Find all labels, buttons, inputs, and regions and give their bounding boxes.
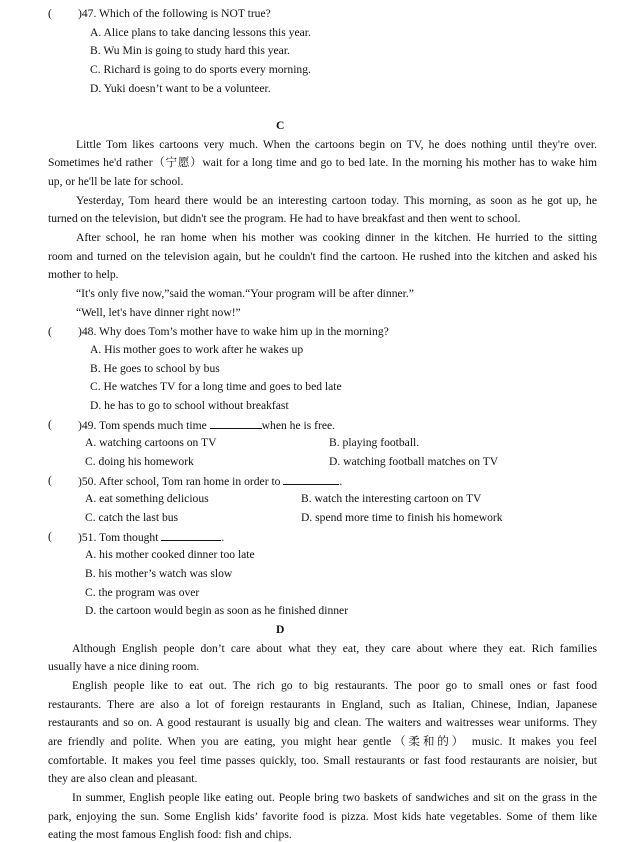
option-d: D. Yuki doesn’t want to be a volunteer. <box>90 82 271 95</box>
passage-line: Although English people don’t care about what they eat, they care about where they eat. Rich families <box>72 642 597 655</box>
stem-text-after: when he is free. <box>261 419 336 432</box>
option-a: A. eat something delicious <box>85 492 209 505</box>
option-c: C. doing his homework <box>85 455 194 468</box>
passage-line: Little Tom likes cartoons very much. When the cartoons begin on TV, he does nothing until they're over. <box>76 138 597 151</box>
option-b: B. He goes to school by bus <box>90 362 220 375</box>
answer-paren: ( <box>48 474 52 487</box>
section-heading: D <box>276 623 285 636</box>
passage-line: they are also clean and pleasant. <box>48 772 198 785</box>
question-stem: )47. Which of the following is NOT true? <box>78 7 271 20</box>
passage-line: Sometimes he'd rather（宁愿）wait for a long time and go to bed late. In the morning his mother has to wake him <box>48 156 597 169</box>
passage-line: are friendly and polite. When you are eating, you might hear gentle（柔和的） music. It makes you feel <box>48 735 597 748</box>
option-a: A. watching cartoons on TV <box>85 436 217 449</box>
option-c: C. catch the last bus <box>85 511 179 524</box>
passage-line: eating the most famous English food: fish and chips. <box>48 828 292 841</box>
answer-paren: ( <box>48 7 52 20</box>
option-d: D. the cartoon would begin as soon as he finished dinner <box>85 604 349 617</box>
option-c: C. He watches TV for a long time and goes to bed late <box>90 380 342 393</box>
passage-line: “It's only five now,”said the woman.“Your program will be after dinner.” <box>76 287 414 300</box>
option-b: B. playing football. <box>329 436 420 449</box>
option-c: C. Richard is going to do sports every morning. <box>90 63 311 76</box>
passage-line: After school, he ran home when his mother was cooking dinner in the kitchen. He hurried to the sitting <box>76 231 597 244</box>
stem-text-after: . <box>221 531 225 544</box>
passage-line: In summer, English people like eating out. People bring two baskets of sandwiches and sit on the grass in the <box>72 791 597 804</box>
passage-line: room and turned on the television again, but he couldn't find the cartoon. He rushed into the kitchen and asked his <box>48 250 597 263</box>
option-b: B. Wu Min is going to study hard this year. <box>90 44 290 57</box>
option-b: B. his mother’s watch was slow <box>85 567 233 580</box>
stem-text: )51. Tom thought <box>78 531 159 544</box>
answer-blank <box>161 530 221 541</box>
passage-line: turned on the television, but didn't see the program. He had to have breakfast and then went to school. <box>48 212 521 225</box>
option-d: D. he has to go to school without breakfast <box>90 399 289 412</box>
passage-line: up, or he'll be late for school. <box>48 175 184 188</box>
question-stem <box>78 530 224 545</box>
option-d: D. watching football matches on TV <box>329 455 499 468</box>
passage-line: “Well, let's have dinner right now!” <box>76 306 241 319</box>
answer-paren: ( <box>48 418 52 431</box>
option-c: C. the program was over <box>85 586 200 599</box>
option-a: A. His mother goes to work after he wakes up <box>90 343 304 356</box>
question-stem <box>78 418 335 433</box>
option-a: A. Alice plans to take dancing lessons this year. <box>90 26 311 39</box>
answer-blank <box>283 474 339 485</box>
passage-line: mother to help. <box>48 268 119 281</box>
passage-line: park, enjoying the sun. Some English kids’ favorite food is pizza. Most kids hate vegetables. Some of them like <box>48 810 597 823</box>
stem-text: )49. Tom spends much time <box>78 419 207 432</box>
section-heading: C <box>276 119 285 132</box>
option-b: B. watch the interesting cartoon on TV <box>301 492 482 505</box>
stem-text: )50. After school, Tom ran home in order to <box>78 475 281 488</box>
passage-line: restaurants and so on. A good restaurant is usually big and clean. The waiters and waitresses wear uniforms. They <box>48 716 597 729</box>
stem-text-after: . <box>339 475 343 488</box>
passage-line: comfortable. It makes you feel time passes quickly, too. Small restaurants or fast food restaurants are noisier, but <box>48 754 597 767</box>
answer-blank <box>210 418 262 429</box>
answer-paren: ( <box>48 325 52 338</box>
option-a: A. his mother cooked dinner too late <box>85 548 255 561</box>
question-stem: )48. Why does Tom’s mother have to wake him up in the morning? <box>78 325 389 338</box>
answer-paren: ( <box>48 530 52 543</box>
question-stem <box>78 474 342 489</box>
passage-line: English people like to eat out. The rich go to big restaurants. The poor go to small ones or fast food <box>72 679 597 692</box>
passage-line: usually have a nice dining room. <box>48 660 200 673</box>
option-d: D. spend more time to finish his homework <box>301 511 503 524</box>
passage-line: Yesterday, Tom heard there would be an interesting cartoon today. This morning, as soon as he got up, he <box>76 194 597 207</box>
passage-line: restaurants. There are also a lot of foreign restaurants in England, such as Italian, Chinese, Indian, Japanese <box>48 698 597 711</box>
